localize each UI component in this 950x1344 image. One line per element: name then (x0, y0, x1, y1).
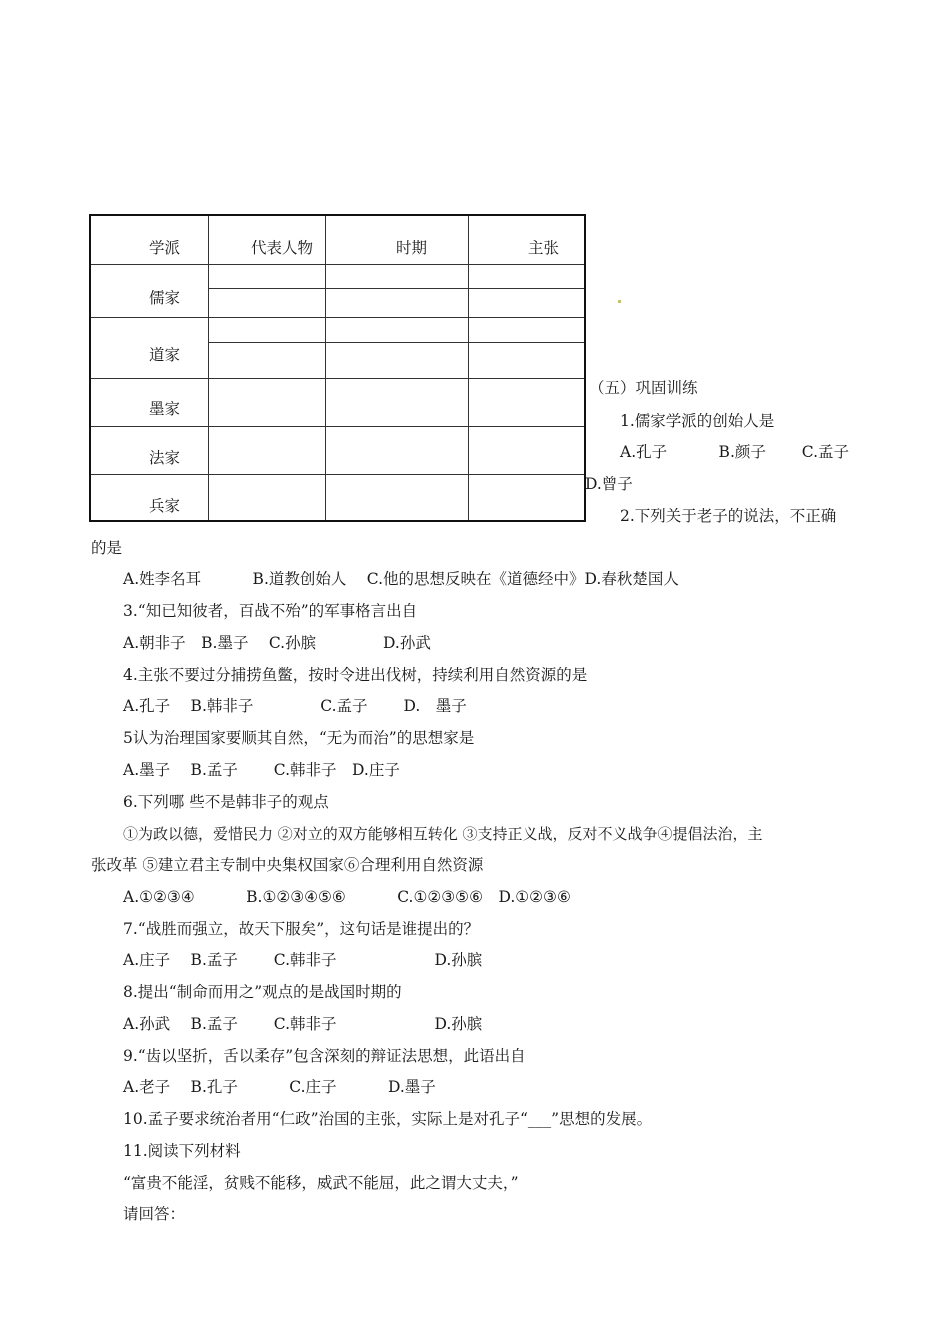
question-9-options: A.老子 B.孔子 C.庄子 D.墨子 (123, 1078, 436, 1096)
question-1-stem: 1.儒家学派的创始人是 (620, 412, 775, 430)
row-divider (91, 378, 584, 379)
table-row-label: 道家 (149, 346, 181, 364)
question-2-stem: 2.下列关于老子的说法，不正确 (620, 507, 837, 525)
question-5-options: A.墨子 B.孟子 C.韩非子 D.庄子 (123, 761, 400, 779)
question-4-stem: 4.主张不要过分捕捞鱼鳖，按时令进出伐树，持续利用自然资源的是 (123, 666, 588, 684)
row-divider (91, 317, 584, 318)
col-divider (325, 216, 326, 520)
table-row-label: 墨家 (149, 400, 181, 418)
question-7-options: A.庄子 B.孟子 C.韩非子 D.孙膑 (123, 951, 483, 969)
question-9-stem: 9.“齿以坚折，舌以柔存”包含深刻的辩证法思想，此语出自 (123, 1047, 526, 1065)
question-2-stem-cont: 的是 (91, 539, 123, 557)
question-8-stem: 8.提出“制命而用之”观点的是战国时期的 (123, 983, 402, 1001)
question-2-options: A.姓李名耳 B.道教创始人 C.他的思想反映在《道德经中》D.春秋楚国人 (123, 570, 679, 588)
row-divider (208, 288, 584, 289)
question-7-stem: 7.“战胜而强立，故天下服矣”，这句话是谁提出的？ (123, 920, 480, 938)
question-3-options: A.朝非子 B.墨子 C.孙膑 D.孙武 (123, 634, 431, 652)
question-8-options: A.孙武 B.孟子 C.韩非子 D.孙膑 (123, 1015, 483, 1033)
school-table (89, 214, 586, 522)
question-6-options: A.①②③④ B.①②③④⑤⑥ C.①②③⑤⑥ D.①②③⑥ (123, 888, 571, 906)
col-divider (208, 216, 209, 520)
scan-speck (618, 300, 621, 303)
question-11-quote: “富贵不能淫，贫贱不能移，威武不能屈，此之谓大丈夫，” (123, 1174, 519, 1192)
col-divider (468, 216, 469, 520)
row-divider (91, 474, 584, 475)
row-divider (91, 264, 584, 265)
question-11-ask: 请回答： (123, 1205, 186, 1223)
table-row-label: 儒家 (149, 289, 181, 307)
question-11-stem: 11.阅读下列材料 (123, 1142, 241, 1160)
question-6-items: ①为政以德，爱惜民力 ②对立的双方能够相互转化 ③支持正义战，反对不义战争④提倡法治，主 (123, 825, 763, 843)
table-header-period: 时期 (396, 239, 428, 257)
question-1-options: A.孔子 B.颜子 C.孟子 (620, 443, 850, 461)
row-divider (91, 426, 584, 427)
table-header-school: 学派 (149, 239, 181, 257)
table-row-label: 兵家 (149, 497, 181, 515)
table-header-figure: 代表人物 (251, 239, 314, 257)
question-3-stem: 3.“知已知彼者，百战不殆”的军事格言出自 (123, 602, 418, 620)
table-row-label: 法家 (149, 449, 181, 467)
table-header-claim: 主张 (528, 239, 560, 257)
question-6-items-cont: 张改革 ⑤建立君主专制中央集权国家⑥合理利用自然资源 (91, 856, 484, 874)
question-6-stem: 6.下列哪 些不是韩非子的观点 (123, 793, 329, 811)
row-divider (208, 342, 584, 343)
question-5-stem: 5认为治理国家要顺其自然，“无为而治”的思想家是 (123, 729, 475, 747)
section-title: （五）巩固训练 (589, 379, 698, 397)
question-1-option-d: D.曾子 (585, 475, 633, 493)
question-4-options: A.孔子 B.韩非子 C.孟子 D. 墨子 (123, 697, 467, 715)
question-10-stem: 10.孟子要求统治者用“仁政”治国的主张，实际上是对孔子“___”思想的发展。 (123, 1110, 653, 1128)
